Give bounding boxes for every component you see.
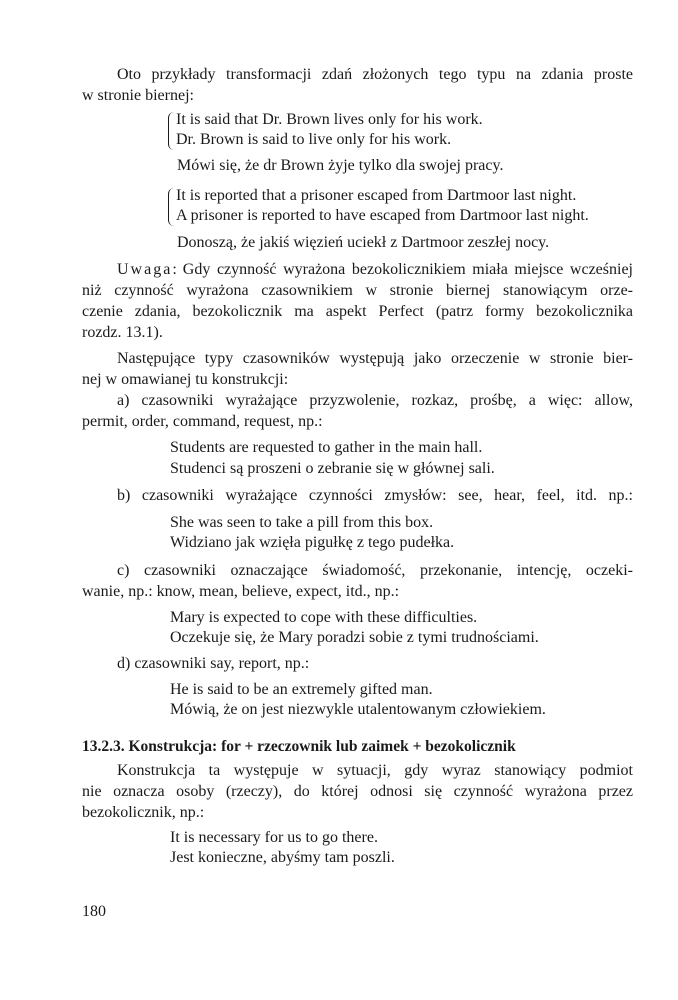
intro-line: w stronie biernej: bbox=[82, 87, 194, 104]
example-en: Mary is expected to cope with these difficulties. bbox=[170, 609, 478, 626]
example-pl: Jest konieczne, abyśmy tam poszli. bbox=[170, 849, 395, 866]
example-pl: Widziano jak wzięła pigułkę z tego pudełka. bbox=[170, 534, 455, 551]
item-c-line: c) czasowniki oznaczające świadomość, przekonanie, intencję, oczeki- bbox=[117, 562, 633, 579]
paragraph-line: Następujące typy czasowników występują jako orzeczenie w stronie bier- bbox=[117, 350, 633, 367]
item-a-line: a) czasowniki wyrażające przyzwolenie, rozkaz, prośbę, a więc: allow, bbox=[117, 392, 633, 409]
note-label: Uwaga: bbox=[117, 261, 179, 278]
example-pl: Studenci są proszeni o zebranie się w głównej sali. bbox=[170, 460, 495, 477]
note-line: czenie zdania, bezokolicznik ma aspekt Perfect (patrz formy bezokolicznika bbox=[82, 303, 633, 320]
note-line: rozdz. 13.1). bbox=[82, 324, 163, 341]
example-en: A prisoner is reported to have escaped from Dartmoor last night. bbox=[176, 207, 589, 224]
example-pl: Mówi się, że dr Brown żyje tylko dla swojej pracy. bbox=[177, 157, 504, 174]
example-pl: Donoszą, że jakiś więzień uciekł z Dartmoor zeszłej nocy. bbox=[177, 234, 550, 251]
intro-line: Oto przykłady transformacji zdań złożonych tego typu na zdania proste bbox=[117, 66, 633, 83]
paragraph-line: nej w omawianej tu konstrukcji: bbox=[82, 371, 289, 388]
paragraph-line: bezokolicznik, np.: bbox=[82, 804, 205, 821]
example-en: Dr. Brown is said to live only for his work. bbox=[176, 131, 452, 148]
note-line: niż czynność wyrażona czasownikiem w stronie biernej stanowiącym orze- bbox=[82, 282, 633, 299]
paragraph-line: Konstrukcja ta występuje w sytuacji, gdy wyraz stanowiący podmiot bbox=[117, 762, 633, 779]
page-number: 180 bbox=[82, 903, 106, 920]
item-c-line: wanie, np.: know, mean, believe, expect, itd., np.: bbox=[82, 583, 400, 600]
example-en: Students are requested to gather in the main hall. bbox=[170, 439, 483, 456]
note-text: Gdy czynność wyrażona bezokolicznikiem miała miejsce wcześniej bbox=[182, 261, 633, 278]
item-b-line: b) czasowniki wyrażające czynności zmysłów: see, hear, feel, itd. np.: bbox=[117, 487, 633, 504]
item-a-line: permit, order, command, request, np.: bbox=[82, 413, 323, 430]
brace bbox=[168, 188, 174, 226]
example-pl: Oczekuje się, że Mary poradzi sobie z tymi trudnościami. bbox=[170, 629, 539, 646]
example-en: She was seen to take a pill from this box. bbox=[170, 514, 434, 531]
example-en: He is said to be an extremely gifted man. bbox=[170, 681, 433, 698]
note-line bbox=[117, 260, 633, 280]
example-pl: Mówią, że on jest niezwykle utalentowanym człowiekiem. bbox=[170, 701, 546, 718]
item-d-line: d) czasowniki say, report, np.: bbox=[117, 655, 310, 672]
section-heading: 13.2.3. Konstrukcja: for + rzeczownik lub zaimek + bezokolicznik bbox=[82, 738, 516, 755]
paragraph-line: nie oznacza osoby (rzeczy), do której odnosi się czynność wyrażona przez bbox=[82, 783, 633, 800]
example-en: It is said that Dr. Brown lives only for his work. bbox=[176, 111, 483, 128]
example-en: It is reported that a prisoner escaped from Dartmoor last night. bbox=[176, 187, 577, 204]
brace bbox=[168, 112, 174, 150]
example-en: It is necessary for us to go there. bbox=[170, 829, 378, 846]
